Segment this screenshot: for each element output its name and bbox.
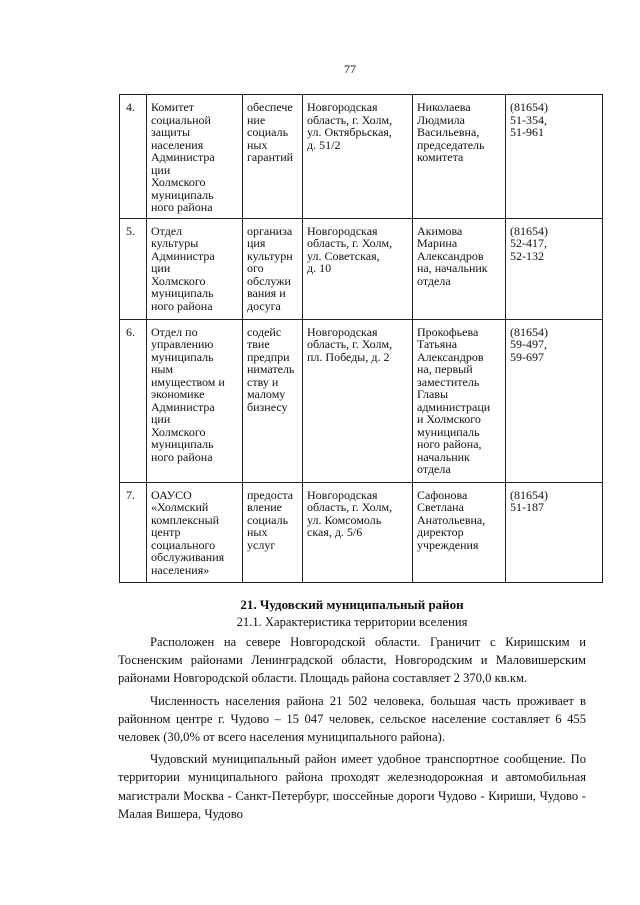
organization-head: Николаева Людмила Васильевна, председатель комитета [413, 95, 506, 219]
organization-name: Отдел по управлению муниципаль ным имуществом и экономике Администра ции Холмского муниципаль ного района [147, 319, 243, 482]
organization-address: Новгородская область, г. Холм, ул. Комсомоль ская, д. 5/6 [303, 482, 413, 582]
organization-head: Акимова Марина Александров на, начальник отдела [413, 218, 506, 319]
organization-head: Прокофьева Татьяна Александров на, первый заместитель Главы администраци и Холмского муниципаль ного района, начальник отдела [413, 319, 506, 482]
table-row [120, 218, 603, 319]
table-body [120, 95, 603, 583]
organization-name: Отдел культуры Администра ции Холмского муниципаль ного района [147, 218, 243, 319]
page-number: 77 [344, 62, 356, 76]
organization-name: ОАУСО «Холмский комплексный центр социального обслуживания населения» [147, 482, 243, 582]
organization-address: Новгородская область, г. Холм, ул. Октябрьская, д. 51/2 [303, 95, 413, 219]
organization-function: обеспече ние социаль ных гарантий [243, 95, 303, 219]
paragraph: Расположен на севере Новгородской области. Граничит с Киришским и Тосненским районами Ленинградской области, Новгородским и Маловишерским районами Новгородской области. Площадь района составляет 2 370,0 кв.км. [118, 635, 586, 686]
organization-function: предоста вление социаль ных услуг [243, 482, 303, 582]
section-subtitle: 21.1. Характеристика территории вселения [236, 615, 468, 629]
paragraph: Чудовский муниципальный район имеет удобное транспортное сообщение. По территории муниципального района проходят железнодорожная и автомобильная магистрали Москва - Санкт-Петербург, шоссейные дороги Чудово - Кириши, Чудово - Малая Вишера, Чудово [118, 752, 586, 821]
section-body [118, 633, 586, 823]
section-title: 21. Чудовский муниципальный район [240, 597, 464, 612]
organizations-table [119, 94, 603, 583]
table-row [120, 95, 603, 219]
row-number: 7. [120, 482, 147, 582]
row-number: 5. [120, 218, 147, 319]
organization-address: Новгородская область, г. Холм, ул. Советская, д. 10 [303, 218, 413, 319]
row-number: 4. [120, 95, 147, 219]
organization-function: содейс твие предпри ниматель ству и малому бизнесу [243, 319, 303, 482]
organization-head: Сафонова Светлана Анатольевна, директор учреждения [413, 482, 506, 582]
organization-address: Новгородская область, г. Холм, пл. Победы, д. 2 [303, 319, 413, 482]
organization-function: организа ция культурн ого обслужи вания и досуга [243, 218, 303, 319]
organization-phone: (81654) 51-354, 51-961 [506, 95, 603, 219]
row-number: 6. [120, 319, 147, 482]
organization-phone: (81654) 52-417, 52-132 [506, 218, 603, 319]
organization-phone: (81654) 59-497, 59-697 [506, 319, 603, 482]
organization-phone: (81654) 51-187 [506, 482, 603, 582]
table-row [120, 319, 603, 482]
table-row [120, 482, 603, 582]
organization-name: Комитет социальной защиты населения Администра ции Холмского муниципаль ного района [147, 95, 243, 219]
paragraph: Численность населения района 21 502 человека, большая часть проживает в районном центре г. Чудово – 15 047 человек, сельское население составляет 6 455 человек (30,0% от всего населения муниципального района). [118, 693, 586, 745]
